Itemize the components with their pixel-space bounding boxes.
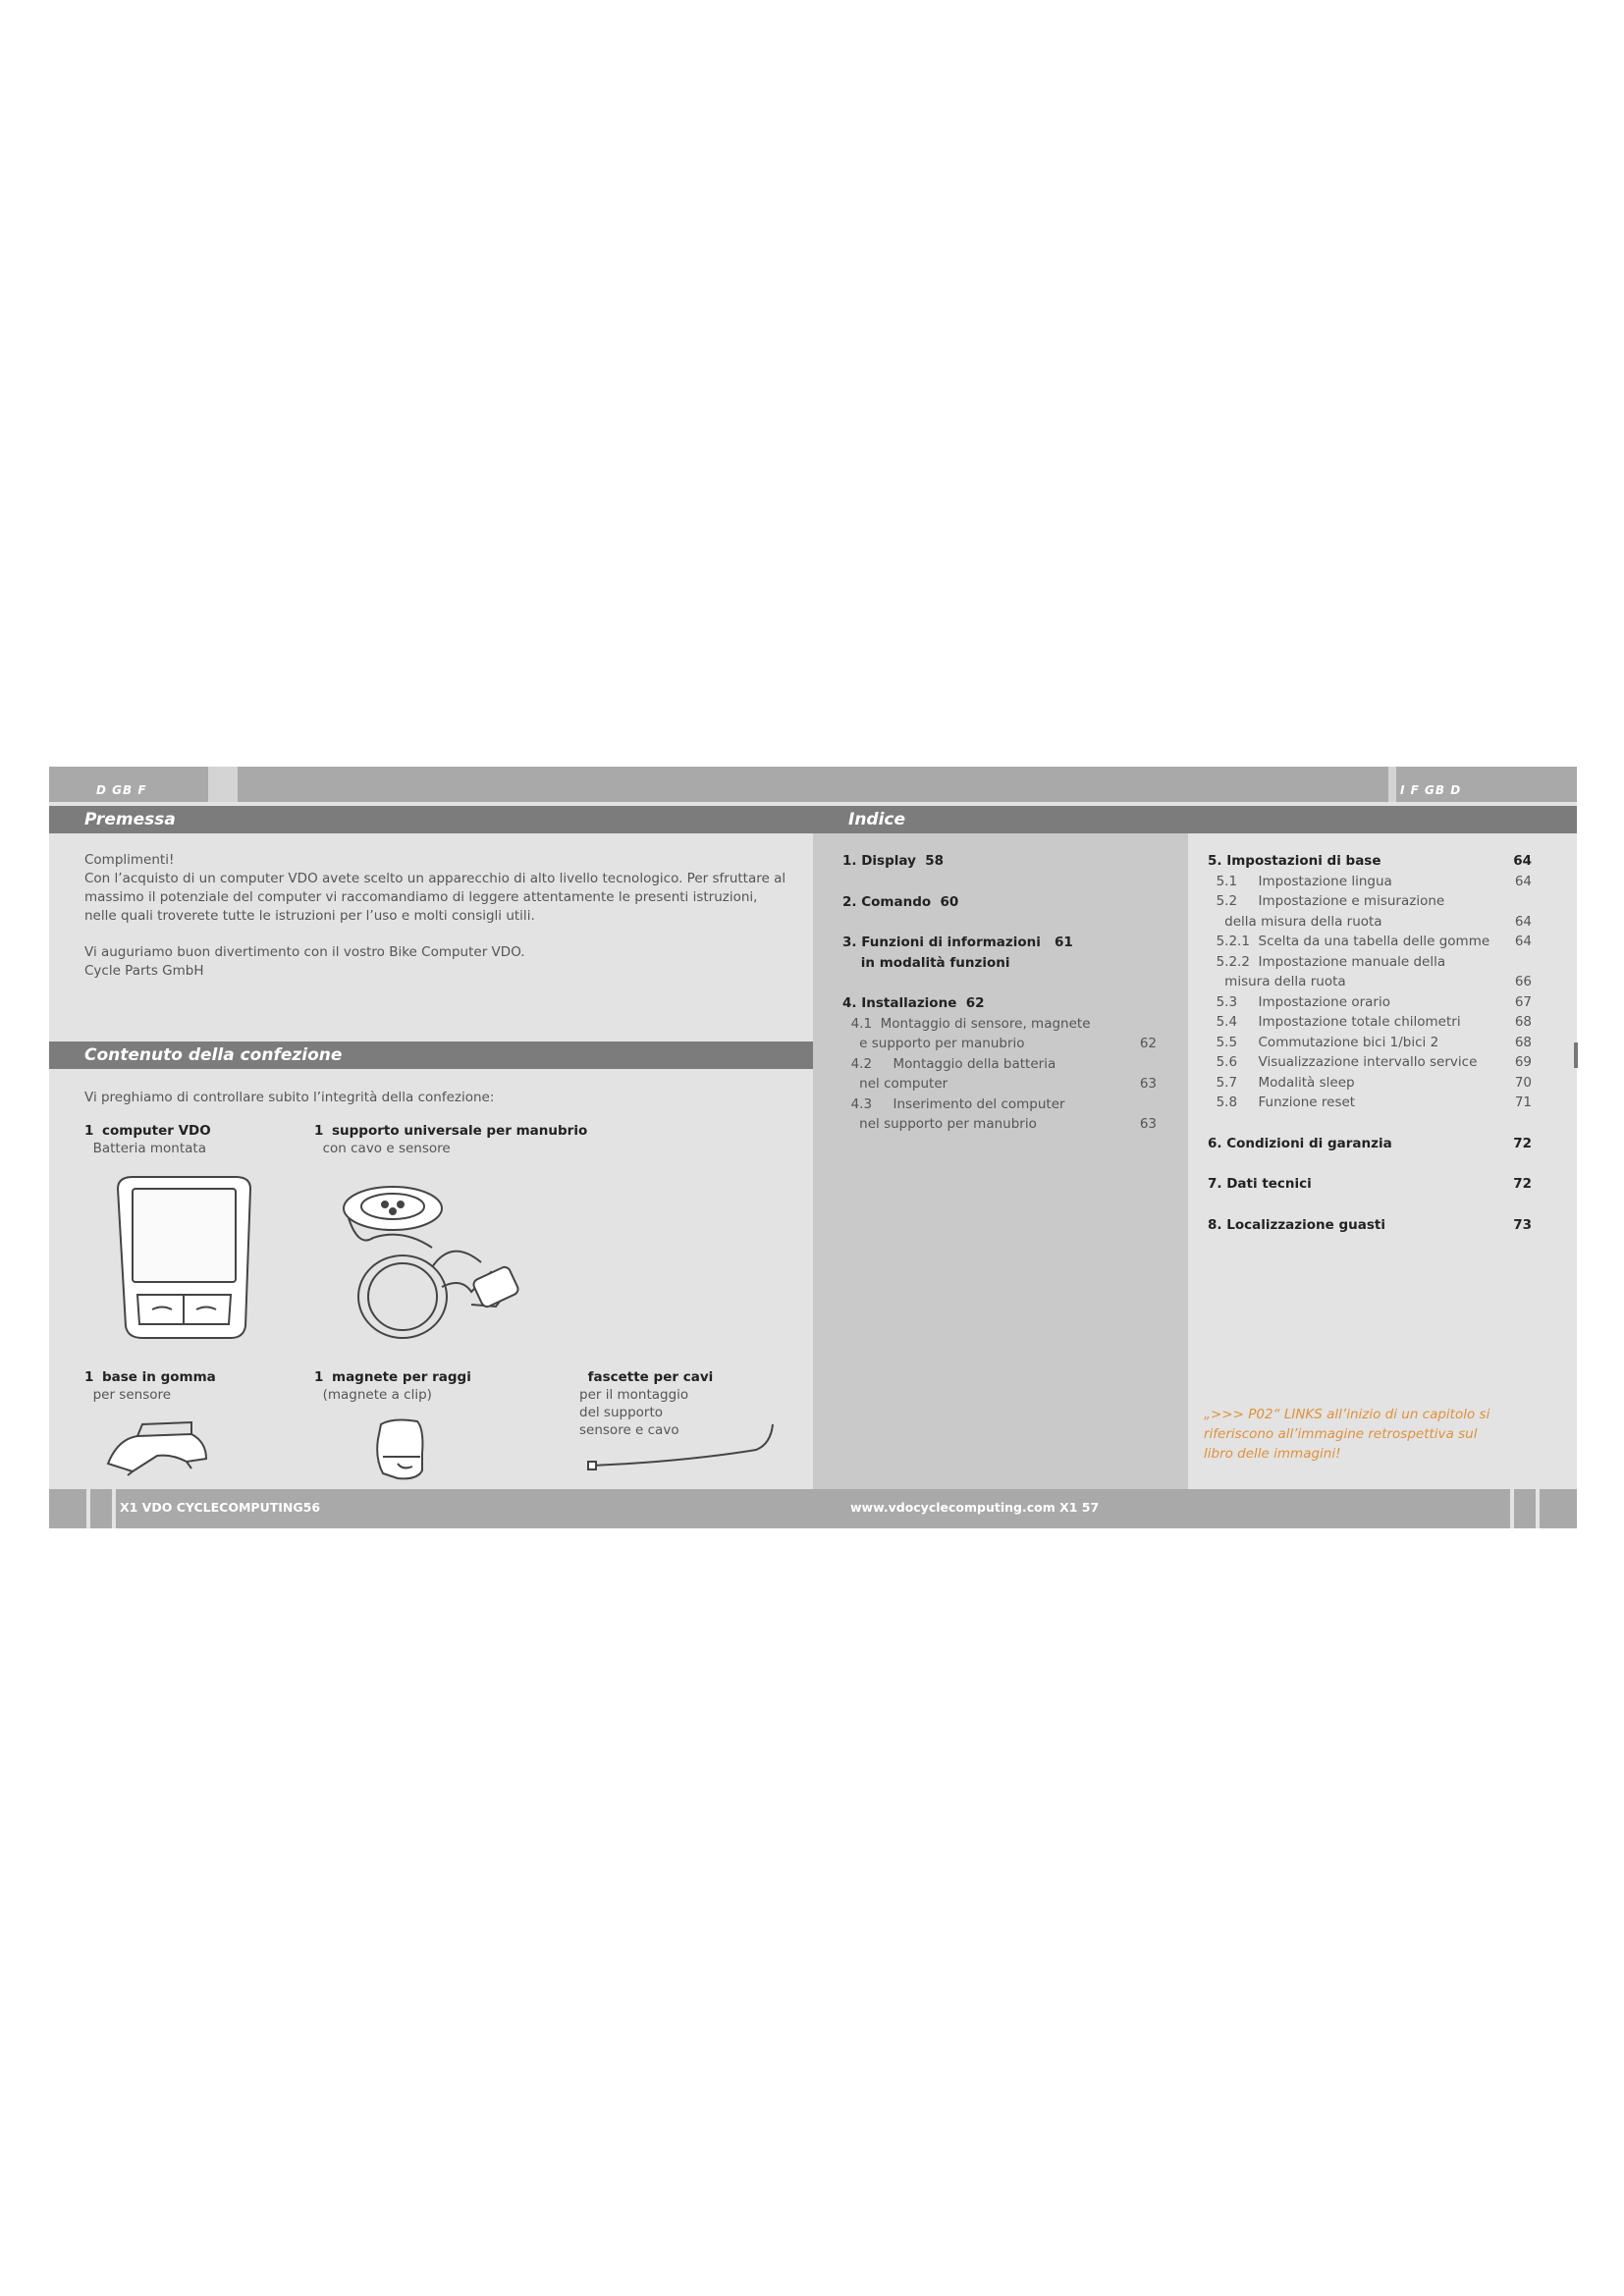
- toc-entry-label: 5.7 Modalità sleep: [1208, 1074, 1355, 1091]
- top-bar-notch: [1388, 767, 1396, 802]
- toc-entry-label: 4.2 Montaggio della batteria: [842, 1055, 1056, 1072]
- toc-entry[interactable]: [1208, 1033, 1532, 1053]
- premessa-closing: Vi auguriamo buon divertimento con il vostro Bike Computer VDO. Cycle Parts GmbH: [84, 944, 525, 979]
- toc-spacer: [842, 912, 1157, 933]
- top-bar: [49, 767, 1577, 802]
- toc-entry-page: 71: [1514, 1095, 1532, 1110]
- toc-entry[interactable]: [1208, 932, 1532, 952]
- list-item: [84, 1368, 216, 1404]
- bottom-bar-divider: [1510, 1489, 1514, 1528]
- item-name: magnete per raggi: [332, 1369, 471, 1385]
- footer-right: www.vdocyclecomputing.com X1 57: [850, 1500, 1100, 1515]
- toc-entry-label: 5.1 Impostazione lingua: [1208, 873, 1392, 889]
- toc-entry[interactable]: [1208, 1073, 1532, 1094]
- toc-entry-page: 64: [1514, 873, 1532, 889]
- toc-entry[interactable]: [842, 1074, 1157, 1095]
- toc-entry-page: 63: [1139, 1076, 1157, 1092]
- page-edge-mark: [1574, 1042, 1578, 1068]
- toc-entry-label: e supporto per manubrio: [842, 1036, 1025, 1051]
- item-desc: Batteria montata: [92, 1141, 206, 1156]
- premessa-heading: Premessa: [49, 806, 813, 833]
- toc-entry[interactable]: [1208, 952, 1532, 973]
- item-qty: 1: [84, 1369, 94, 1385]
- item-name: computer VDO: [102, 1123, 211, 1139]
- premessa-text: [84, 851, 791, 998]
- list-item: [314, 1368, 471, 1404]
- toc-entry[interactable]: [842, 1054, 1157, 1075]
- spoke-magnet-illustration: [363, 1410, 452, 1488]
- toc-entry-label: 4.3 Inserimento del computer: [842, 1095, 1065, 1112]
- toc-entry-label: in modalità funzioni: [842, 954, 1010, 971]
- cable-tie-illustration: [584, 1415, 781, 1473]
- toc-entry[interactable]: [1208, 1215, 1532, 1236]
- toc-entry-label: 2. Comando 60: [842, 893, 959, 910]
- toc-entry[interactable]: [842, 1034, 1157, 1054]
- toc-entry[interactable]: [842, 993, 1157, 1014]
- item-qty: 1: [84, 1123, 94, 1139]
- toc-entry-page: 72: [1513, 1176, 1532, 1192]
- item-name: fascette per cavi: [587, 1369, 714, 1385]
- toc-entry[interactable]: [1208, 912, 1532, 933]
- computer-illustration: [88, 1169, 295, 1346]
- toc-spacer: [1208, 1195, 1532, 1215]
- toc-entry[interactable]: [1208, 1052, 1532, 1073]
- list-item: [84, 1122, 211, 1157]
- toc-entry-page: 64: [1513, 853, 1532, 869]
- top-bar-notch: [208, 767, 238, 802]
- toc-column-1: [842, 851, 1157, 1135]
- toc-entry-label: 3. Funzioni di informazioni 61: [842, 934, 1073, 950]
- toc-entry-label: 4. Installazione 62: [842, 995, 985, 1011]
- toc-entry-label: misura della ruota: [1208, 974, 1346, 989]
- toc-entry-label: 5.3 Impostazione orario: [1208, 993, 1390, 1010]
- bottom-bar-divider: [112, 1489, 116, 1528]
- toc-entry[interactable]: [1208, 1134, 1532, 1154]
- toc-entry[interactable]: [842, 1114, 1157, 1135]
- toc-entry-label: 7. Dati tecnici: [1208, 1176, 1312, 1192]
- toc-entry-page: 64: [1514, 913, 1532, 930]
- toc-entry-label: 6. Condizioni di garanzia: [1208, 1135, 1392, 1151]
- toc-entry-page: 67: [1514, 993, 1532, 1010]
- item-desc: per sensore: [92, 1387, 172, 1403]
- item-qty: 1: [314, 1123, 324, 1139]
- toc-entry[interactable]: [842, 933, 1157, 953]
- bottom-bar-divider: [1536, 1489, 1540, 1528]
- language-tag-right: I F GB D: [1400, 783, 1462, 797]
- toc-entry-label: 5.5 Commutazione bici 1/bici 2: [1208, 1034, 1439, 1050]
- links-note: „>>> P02“ LINKS all’inizio di un capitolo si riferiscono all’immagine retrospettiva sul libro delle immagini!: [1204, 1407, 1490, 1462]
- toc-entry[interactable]: [842, 953, 1157, 974]
- toc-entry[interactable]: [1208, 1093, 1532, 1113]
- item-desc: con cavo e sensore: [322, 1141, 451, 1156]
- toc-entry-label: 5. Impostazioni di base: [1208, 853, 1381, 869]
- toc-entry[interactable]: [842, 851, 1157, 872]
- toc-entry[interactable]: [1208, 972, 1532, 992]
- toc-entry[interactable]: [1208, 851, 1532, 872]
- toc-entry-page: 68: [1514, 1014, 1532, 1030]
- language-tag-left: D GB F: [96, 783, 147, 797]
- list-item: [314, 1122, 587, 1157]
- toc-entry-label: nel computer: [842, 1076, 948, 1092]
- toc-entry-label: 5.8 Funzione reset: [1208, 1095, 1356, 1110]
- toc-column-2: [1208, 851, 1532, 1235]
- toc-entry-page: 69: [1514, 1054, 1532, 1070]
- toc-entry-label: della misura della ruota: [1208, 913, 1382, 930]
- toc-entry-page: 66: [1514, 974, 1532, 989]
- toc-entry-label: 5.2.1 Scelta da una tabella delle gomme: [1208, 934, 1490, 949]
- toc-entry-label: 5.2 Impostazione e misurazione: [1208, 893, 1445, 909]
- manual-spread: [49, 767, 1577, 1528]
- toc-entry-label: nel supporto per manubrio: [842, 1116, 1037, 1132]
- toc-entry-page: 63: [1139, 1116, 1157, 1132]
- toc-spacer: [1208, 1113, 1532, 1134]
- toc-spacer: [842, 973, 1157, 993]
- toc-entry-page: 72: [1513, 1135, 1532, 1151]
- item-name: supporto universale per manubrio: [332, 1123, 588, 1139]
- toc-entry-page: 73: [1513, 1216, 1532, 1233]
- mount-illustration: [324, 1179, 550, 1356]
- toc-spacer: [1208, 1153, 1532, 1174]
- toc-entry[interactable]: [1208, 1174, 1532, 1195]
- toc-entry-page: 64: [1514, 934, 1532, 949]
- toc-entry[interactable]: [1208, 992, 1532, 1013]
- item-desc: per il montaggio del supporto sensore e cavo: [579, 1387, 689, 1438]
- toc-entry-label: 1. Display 58: [842, 853, 945, 869]
- bottom-bar-divider: [86, 1489, 90, 1528]
- rubber-base-illustration: [98, 1415, 216, 1483]
- indice-heading: Indice: [813, 806, 1577, 833]
- toc-entry[interactable]: [842, 1014, 1157, 1035]
- premessa-paragraph: Complimenti! Con l’acquisto di un computer VDO avete scelto un apparecchio di alto livello tecnologico. Per sfruttare al massimo il potenziale del computer vi raccomandiamo di leggere attentamente le presenti istruzioni, nelle quali troverete tutte le istruzioni per l’uso e molti consigli utili.: [84, 852, 786, 924]
- toc-spacer: [842, 872, 1157, 892]
- item-name: base in gomma: [102, 1369, 216, 1385]
- toc-entry-page: 70: [1514, 1074, 1532, 1091]
- item-desc: (magnete a clip): [322, 1387, 432, 1403]
- toc-entry-page: 68: [1514, 1034, 1532, 1050]
- toc-entry[interactable]: [1208, 1012, 1532, 1033]
- contenuto-intro: Vi preghiamo di controllare subito l’integrità della confezione:: [84, 1090, 495, 1105]
- toc-entry-label: 5.4 Impostazione totale chilometri: [1208, 1014, 1461, 1030]
- item-qty: 1: [314, 1369, 324, 1385]
- toc-entry-label: 5.2.2 Impostazione manuale della: [1208, 953, 1446, 970]
- toc-entry-label: 8. Localizzazione guasti: [1208, 1216, 1386, 1233]
- toc-entry-label: 5.6 Visualizzazione intervallo service: [1208, 1054, 1478, 1070]
- contenuto-heading: Contenuto della confezione: [49, 1041, 813, 1069]
- toc-entry[interactable]: [1208, 891, 1532, 912]
- toc-entry[interactable]: [1208, 872, 1532, 892]
- toc-entry-label: 4.1 Montaggio di sensore, magnete: [842, 1015, 1091, 1032]
- toc-entry-page: 62: [1139, 1036, 1157, 1051]
- toc-entry[interactable]: [842, 1095, 1157, 1115]
- toc-entry[interactable]: [842, 892, 1157, 913]
- footer-left: X1 VDO CYCLECOMPUTING56: [120, 1500, 321, 1515]
